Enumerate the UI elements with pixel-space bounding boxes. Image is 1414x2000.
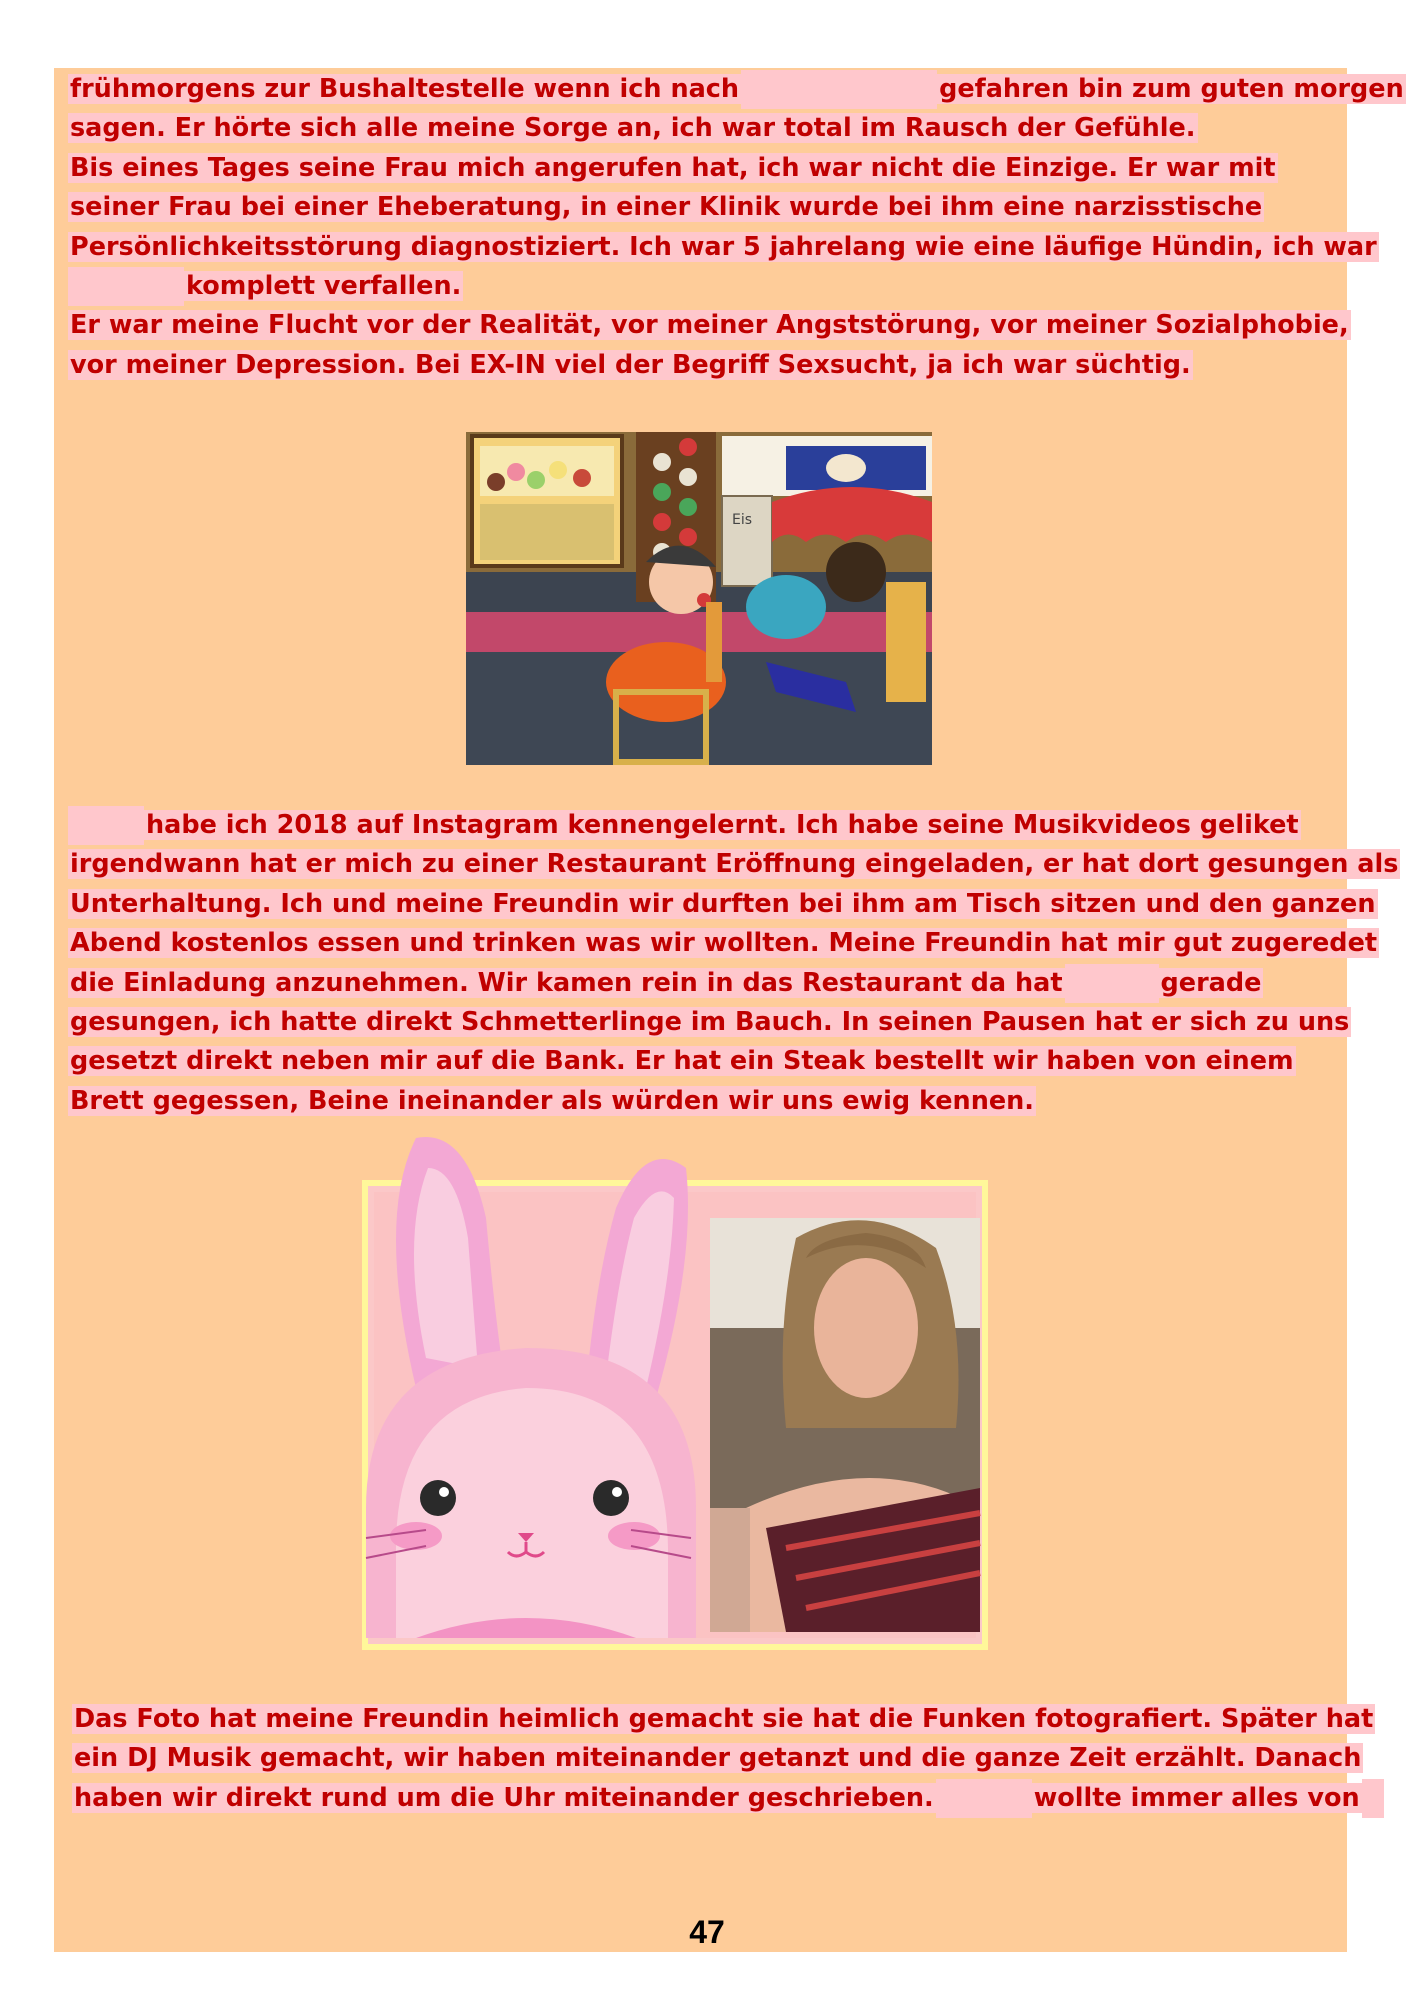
woman-photo [710,1218,980,1632]
text-line: die Einladung anzunehmen. Wir kamen rein in das Restaurant da hat [70,967,1063,998]
text-line: Unterhaltung. Ich und meine Freundin wir durften bei ihm am Tisch sitzen und den ganzen [70,888,1376,919]
photo-collage [356,1128,996,1656]
text-line: Abend kostenlos essen und trinken was wir wollten. Meine Freundin hat mir gut zugeredet [70,928,1378,959]
text-line: gefahren bin zum guten morgen [939,74,1404,104]
text-line: seiner Frau bei einer Eheberatung, in einer Klinik wurde bei ihm eine narzisstische [70,192,1263,223]
text-line: komplett verfallen. [186,270,462,301]
paragraph-1 [68,70,1404,385]
text-line: haben wir direkt rund um die Uhr miteinander geschrieben. [74,1782,934,1813]
text-line: habe ich 2018 auf Instagram kennengelernt. Ich habe seine Musikvideos geliket [146,810,1299,840]
text-line: sagen. Er hörte sich alle meine Sorge an, ich war total im Rausch der Gefühle. [70,113,1196,144]
redacted-name [68,267,184,306]
text-line: Er war meine Flucht vor der Realität, vor meiner Angststörung, vor meiner Sozialphobie, [70,310,1349,341]
text-line: Bis eines Tages seine Frau mich angerufen hat, ich war nicht die Einzige. Er war mit [70,152,1276,183]
text-line: wollte immer alles von [1033,1782,1360,1813]
text-line: Das Foto hat meine Freundin heimlich gemacht sie hat die Funken fotografiert. Später hat [74,1704,1374,1734]
cafe-illustration [466,432,932,765]
redacted-name [1065,964,1159,1003]
redacted-name [1362,1779,1384,1818]
text-line: ein DJ Musik gemacht, wir haben miteinander getanzt und die ganze Zeit erzählt. Danach [74,1743,1362,1774]
paragraph-2 [68,806,1399,1121]
text-line: Brett gegessen, Beine ineinander als würden wir uns ewig kennen. [70,1085,1034,1116]
cafe-sign: Eis [732,512,753,528]
text-line: Persönlichkeitsstörung diagnostiziert. Ich war 5 jahrelang wie eine läufige Hündin, ich war [70,231,1377,262]
redacted-name [68,806,144,845]
page-number: 47 [689,1914,725,1950]
paragraph-3 [72,1700,1374,1818]
text-line: gesungen, ich hatte direkt Schmetterlinge im Bauch. In seinen Pausen hat er sich zu uns [70,1006,1350,1037]
text-line: irgendwann hat er mich zu einer Restaurant Eröffnung eingeladen, er hat dort gesungen als [70,849,1399,880]
text-line: frühmorgens zur Bushaltestelle wenn ich nach [70,74,740,104]
text-line: vor meiner Depression. Bei EX-IN viel der Begriff Sexsucht, ja ich war süchtig. [70,349,1191,380]
text-line: gesetzt direkt neben mir auf die Bank. Er hat ein Steak bestellt wir haben von einem [70,1046,1294,1077]
redacted-name [936,1779,1032,1818]
text-line: gerade [1160,967,1262,998]
redacted-name [741,70,937,109]
